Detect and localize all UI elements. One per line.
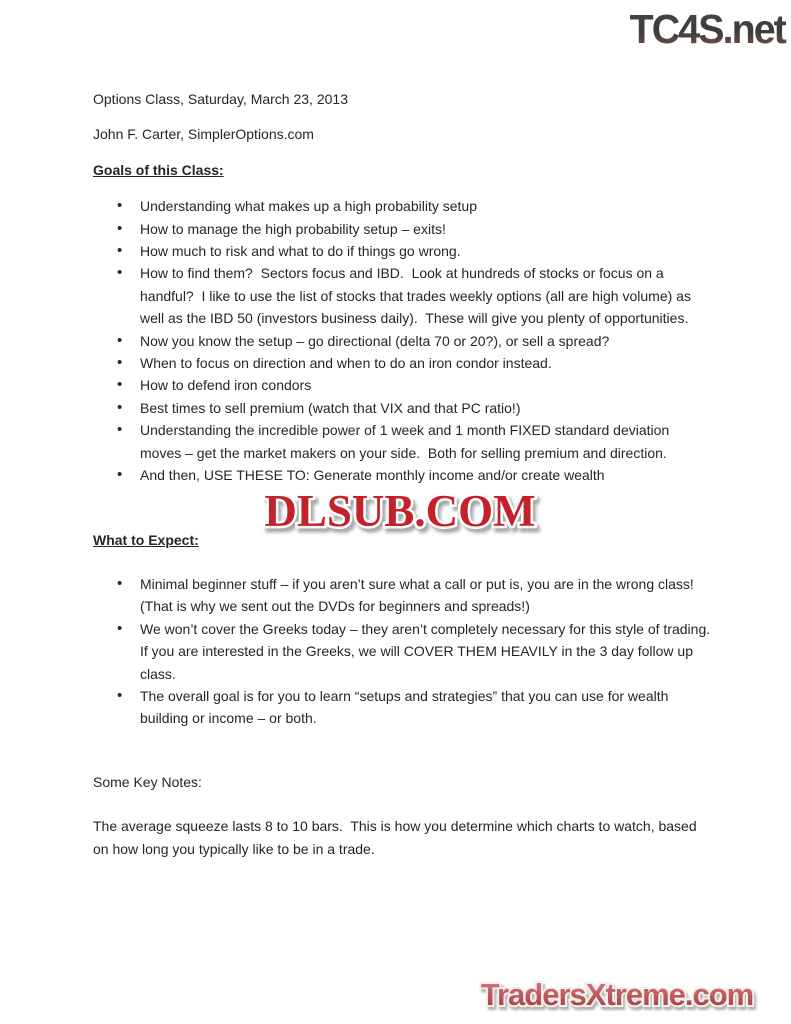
- bullet-item: • How to manage the high probability setup – exits!: [117, 218, 711, 240]
- bullet-item: • Minimal beginner stuff – if you aren’t sure what a call or put is, you are in the wrong class! (That is why we sent out the DVDs for beginners and spreads!): [117, 573, 711, 618]
- tradersxtreme-logo-graphic: [455, 972, 785, 1018]
- expect-heading: What to Expect:: [93, 531, 199, 548]
- goals-bullet-list: [93, 195, 711, 486]
- expect-bullet-list: [93, 573, 718, 730]
- bullet-item: • Understanding what makes up a high probability setup: [117, 195, 711, 217]
- bullet-item: • We won’t cover the Greeks today – they aren’t completely necessary for this style of trading. If you are interested in the Greeks, we will COVER THEM HEAVILY in the 3 day follow up class.: [117, 618, 711, 685]
- bullet-item: • Best times to sell premium (watch that VIX and that PC ratio!): [117, 397, 711, 419]
- tradersxtreme-logo-text: TradersXtreme.com: [480, 977, 754, 1012]
- bullet-item: • How to defend iron condors: [117, 374, 711, 396]
- notes-heading: Some Key Notes:: [93, 773, 202, 790]
- dlsub-stamp-graphic: [245, 482, 555, 540]
- notes-paragraph: The average squeeze lasts 8 to 10 bars. This is how you determine which charts to watch, based on how long you typically like to be in a trade.: [93, 818, 701, 857]
- date-line: Options Class, Saturday, March 23, 2013: [93, 91, 348, 107]
- dlsub-stamp-text: DLSUB.COM: [264, 486, 536, 536]
- bullet-item: • When to focus on direction and when to do an iron condor instead.: [117, 352, 711, 374]
- bullet-item: • Now you know the setup – go directional (delta 70 or 20?), or sell a spread?: [117, 330, 711, 352]
- document-content: [93, 0, 718, 860]
- tradersxtreme-watermark: [455, 972, 785, 1023]
- bullet-item: • The overall goal is for you to learn “setups and strategies” that you can use for wealth building or income – or both.: [117, 685, 711, 730]
- tc4s-logo-text: TC4S.net: [629, 6, 785, 52]
- dlsub-watermark: [245, 482, 555, 545]
- bullet-item: • Understanding the incredible power of 1 week and 1 month FIXED standard deviation moves – get the market makers on your side. Both for selling premium and direction.: [117, 419, 711, 464]
- bullet-item: • How much to risk and what to do if things go wrong.: [117, 240, 711, 262]
- bullet-item: • How to find them? Sectors focus and IBD. Look at hundreds of stocks or focus on a handful? I like to use the list of stocks that trades weekly options (all are high volume) as well as the IBD 50 (investors business daily). These will give you plenty of opportunities.: [117, 262, 711, 329]
- bullet-item: • And then, USE THESE TO: Generate monthly income and/or create wealth: [117, 464, 711, 486]
- goals-heading: Goals of this Class:: [93, 161, 224, 178]
- author-line: John F. Carter, SimplerOptions.com: [93, 126, 314, 143]
